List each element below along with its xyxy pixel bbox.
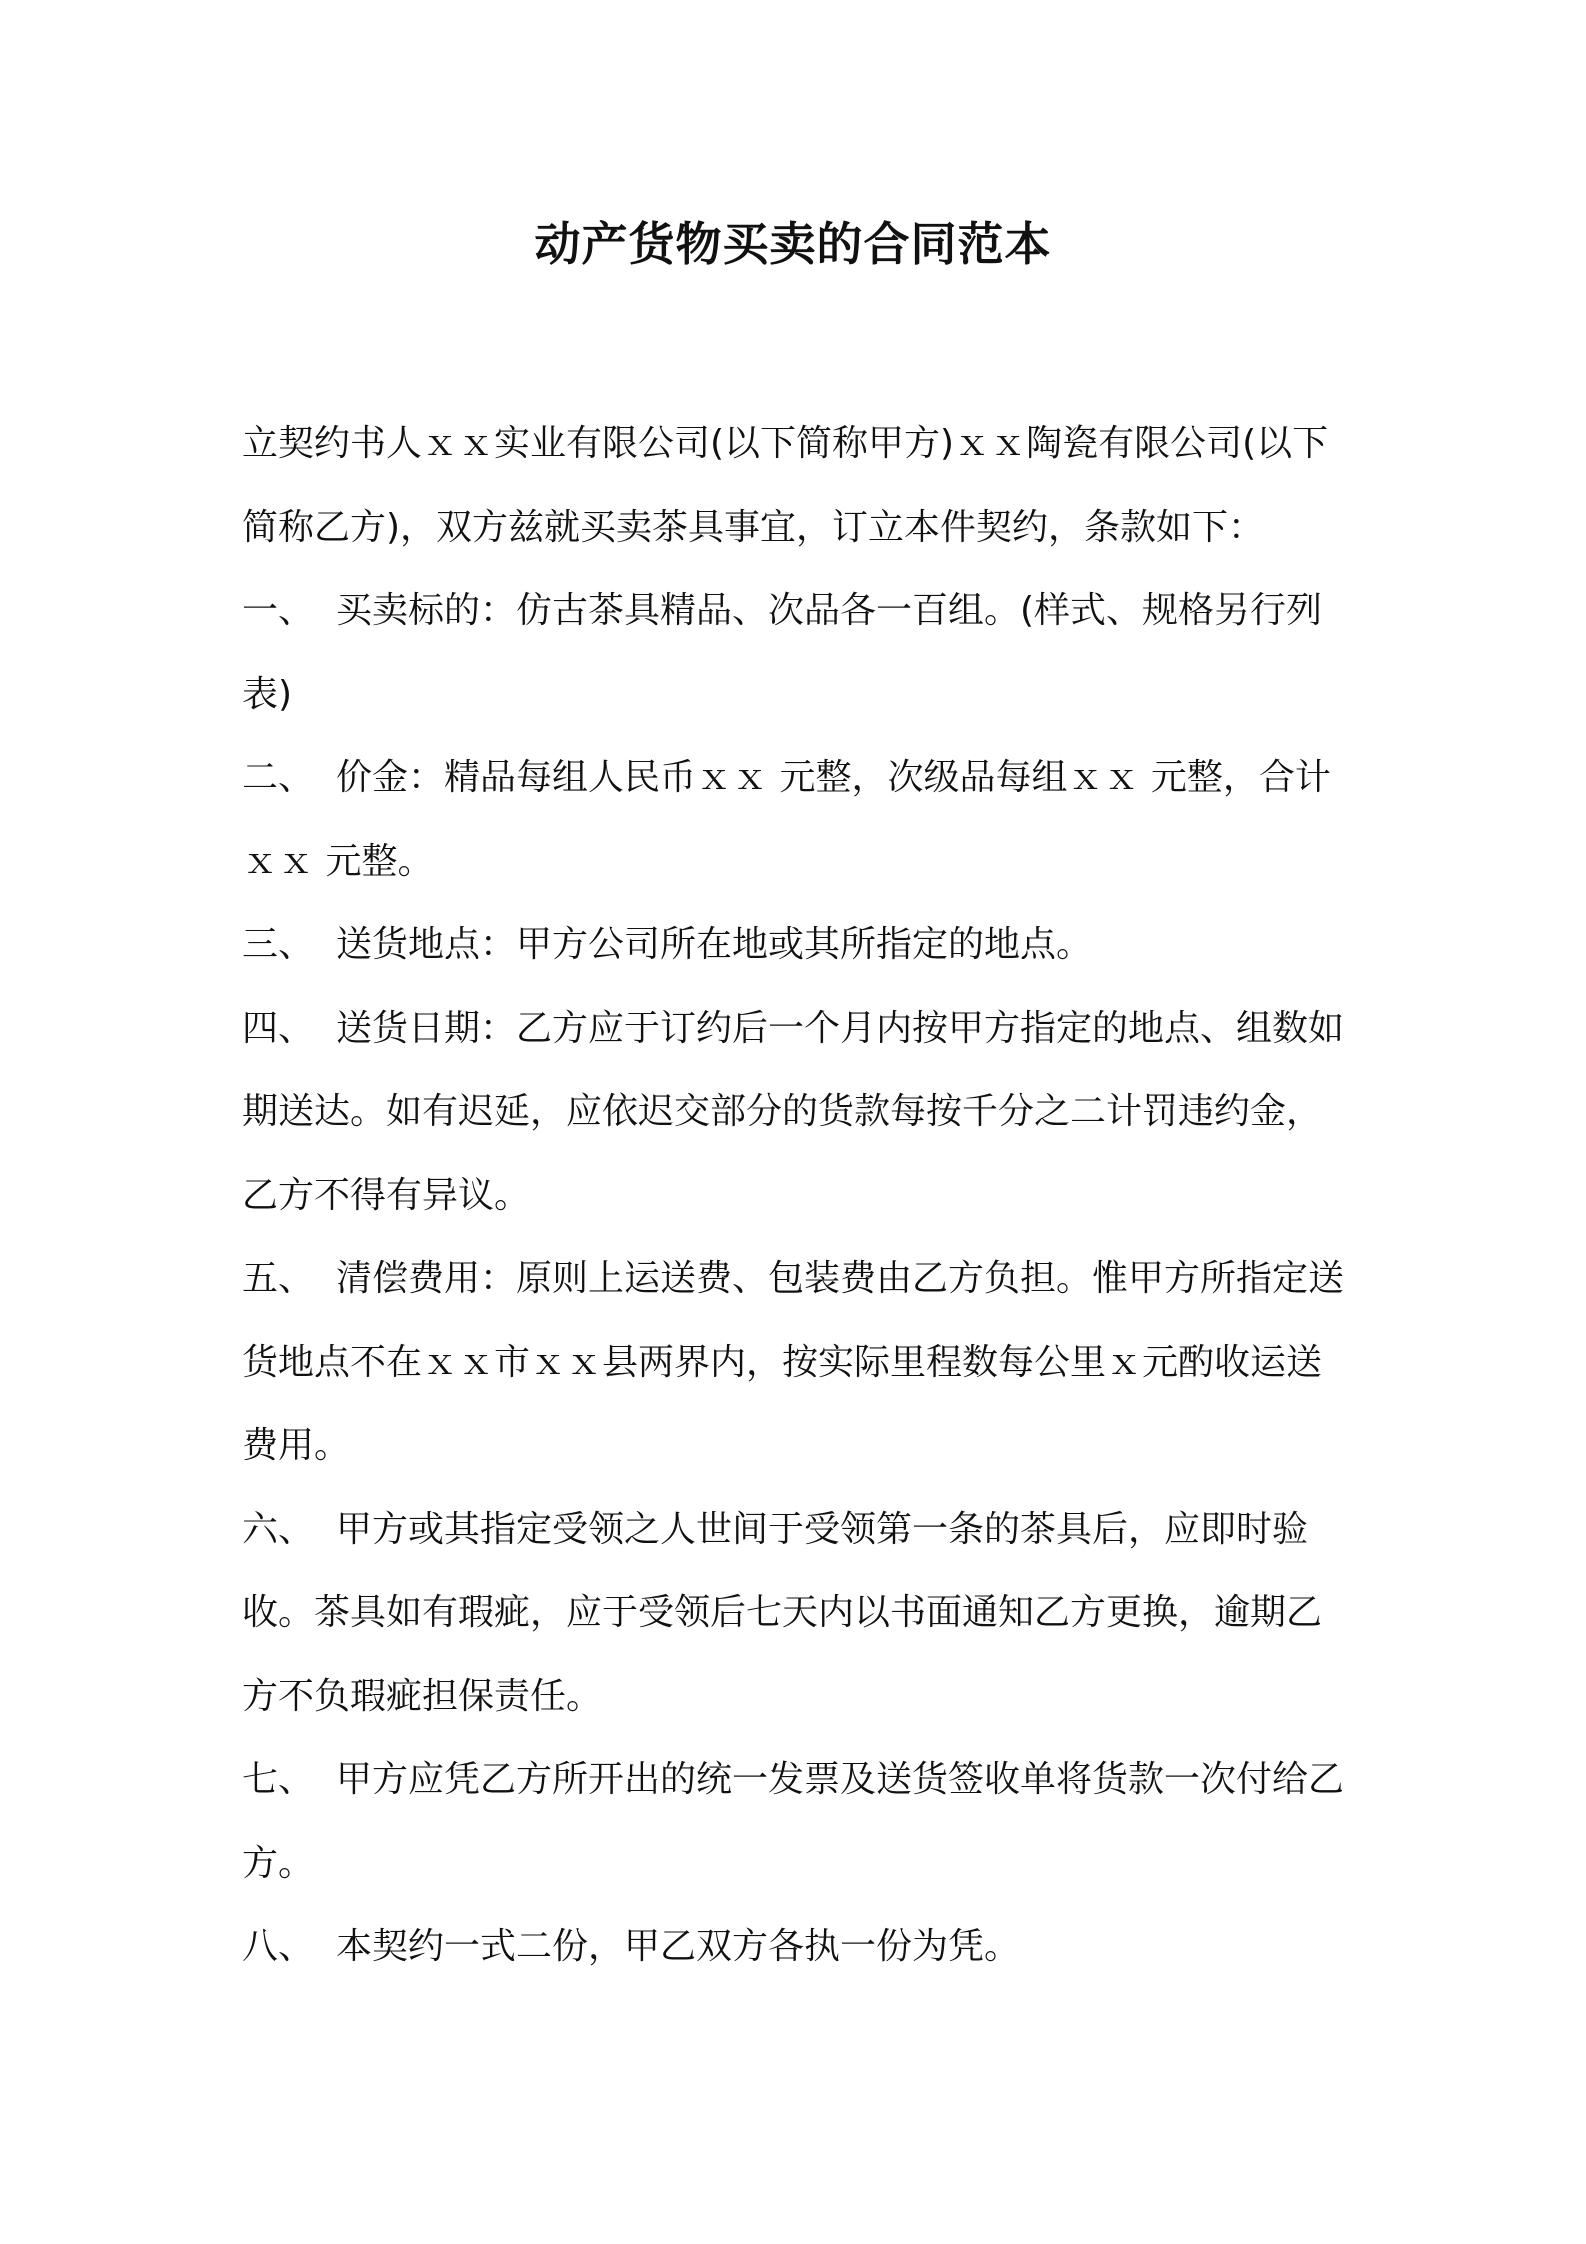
intro-paragraph: 立契约书人ｘｘ实业有限公司(以下简称甲方)ｘｘ陶瓷有限公司(以下简称乙方)，双方兹就买卖茶具事宜，订立本件契约，条款如下： — [242, 423, 1329, 548]
clause-text: 送货日期：乙方应于订约后一个月内按甲方指定的地点、组数如期送达。如有迟延，应依迟交部分的货款每按千分之二计罚违约金，乙方不得有异议。 — [242, 1007, 1345, 1216]
clause-7 — [242, 1738, 1354, 1905]
clause-8 — [242, 1905, 1354, 1989]
clause-text: 甲方或其指定受领之人世间于受领第一条的茶具后，应即时验收。茶具如有瑕疵，应于受领后七天内以书面通知乙方更换，逾期乙方不负瑕疵担保责任。 — [242, 1508, 1323, 1717]
clause-text: 送货地点：甲方公司所在地或其所指定的地点。 — [336, 924, 1093, 965]
clause-text: 价金：精品每组人民币ｘｘ 元整，次级品每组ｘｘ 元整，合计ｘｘ 元整。 — [242, 757, 1331, 882]
document-title: 动产货物买卖的合同范本 — [534, 217, 1052, 271]
document-body — [242, 402, 1354, 1989]
clause-text: 清偿费用：原则上运送费、包装费由乙方负担。惟甲方所指定送货地点不在ｘｘ市ｘｘ县两界内，按实际里程数每公里ｘ元酌收运送费用。 — [242, 1258, 1345, 1466]
clause-number: 八、 — [242, 1926, 315, 1967]
clause-number: 六、 — [242, 1508, 315, 1550]
clause-number: 一、 — [242, 590, 315, 631]
clause-5 — [242, 1237, 1354, 1488]
clause-number: 三、 — [242, 924, 315, 965]
clause-2 — [242, 736, 1354, 903]
clause-6 — [242, 1488, 1354, 1739]
clause-number: 二、 — [242, 757, 315, 798]
clause-text: 本契约一式二份，甲乙双方各执一份为凭。 — [336, 1926, 1021, 1967]
clause-3 — [242, 903, 1354, 987]
clause-number: 五、 — [242, 1258, 315, 1299]
clause-1 — [242, 569, 1354, 736]
clause-text: 甲方应凭乙方所开出的统一发票及送货签收单将货款一次付给乙方。 — [242, 1759, 1345, 1884]
clause-number: 四、 — [242, 1007, 315, 1049]
clause-4 — [242, 987, 1354, 1238]
clause-text: 买卖标的：仿古茶具精品、次品各一百组。(样式、规格另行列表) — [242, 590, 1323, 715]
clause-number: 七、 — [242, 1759, 315, 1800]
